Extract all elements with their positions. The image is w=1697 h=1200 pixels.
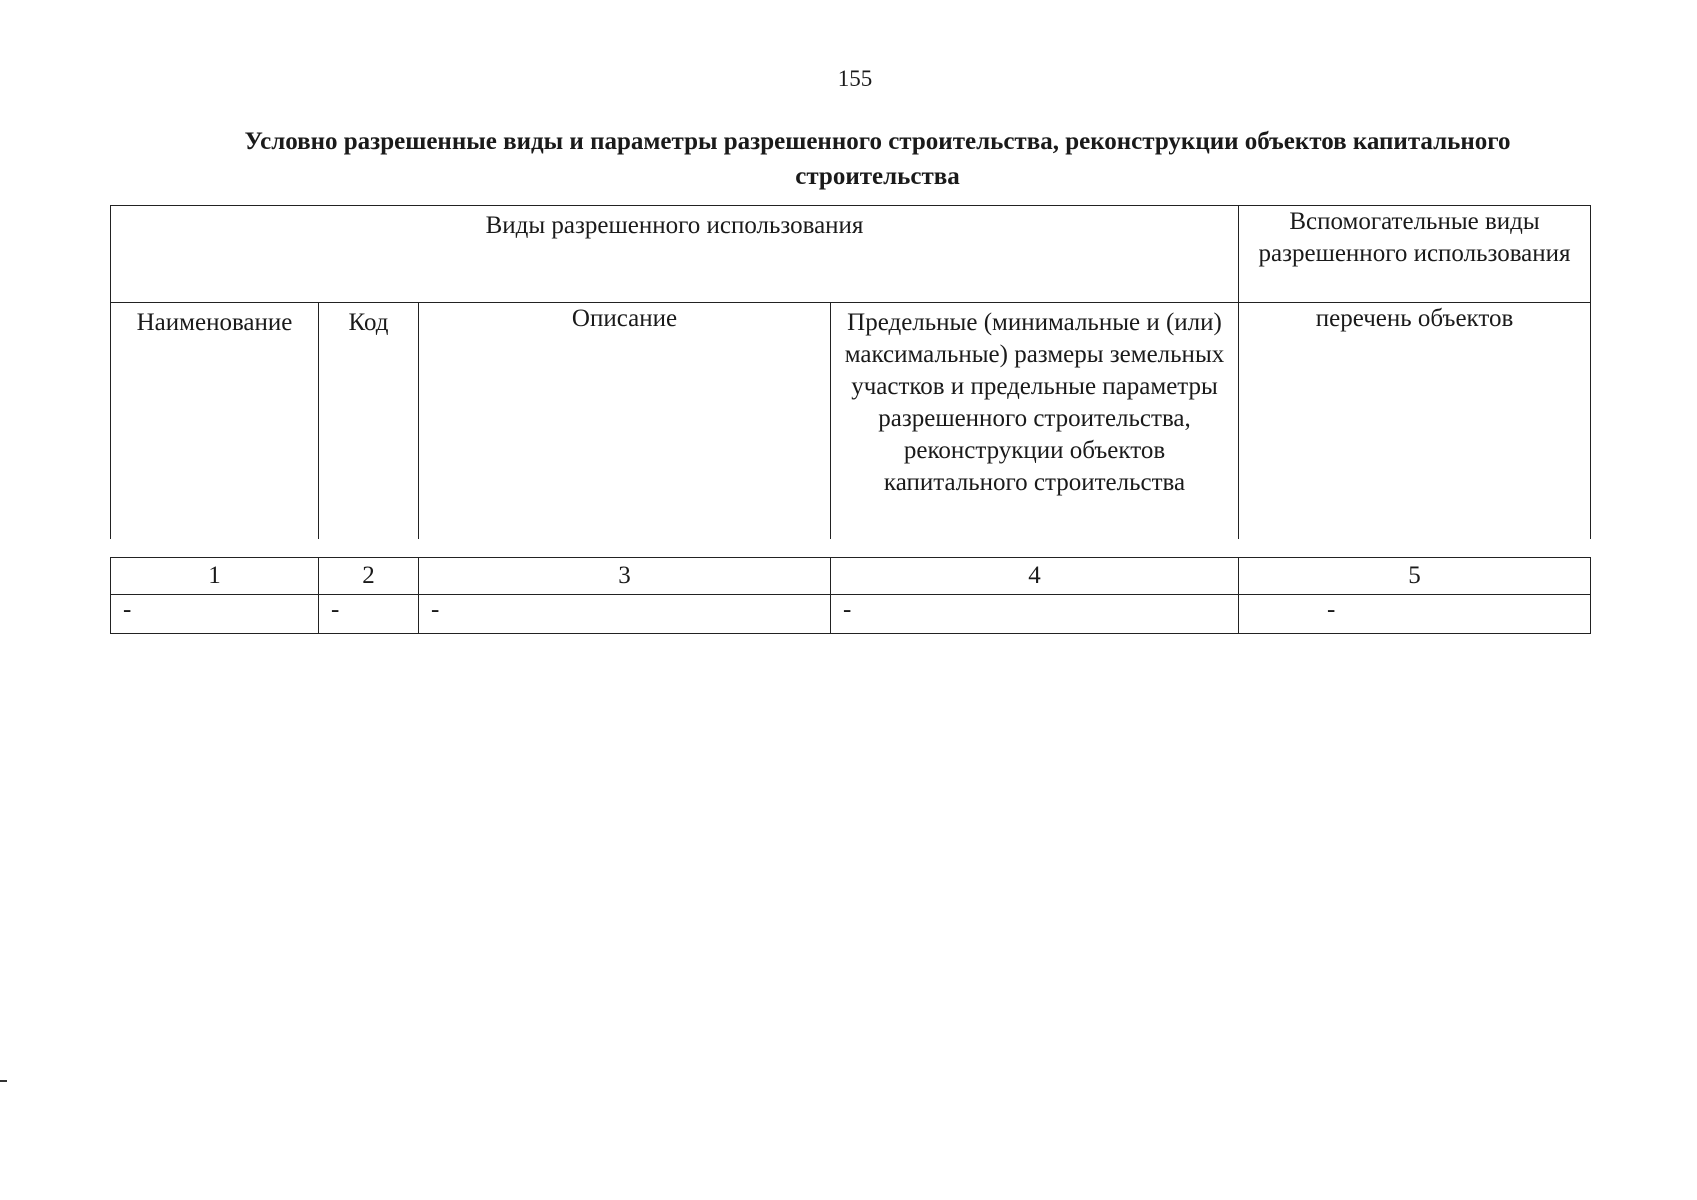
- column-header-parameters: Предельные (минимальные и (или) максимальные) размеры земельных участков и предельные параметры разрешенного строительства, реконструкции объектов капитального строительства: [831, 303, 1239, 540]
- page-number: 155: [837, 66, 873, 91]
- column-header-name: Наименование: [111, 303, 319, 540]
- header-columns-row: [111, 303, 1591, 540]
- cell-code: -: [319, 595, 419, 634]
- header-table: [110, 205, 1591, 539]
- column-number-5: 5: [1239, 558, 1591, 595]
- column-number-row: [111, 558, 1591, 595]
- cell-parameters: -: [831, 595, 1239, 634]
- cell-object-list: -: [1239, 595, 1591, 634]
- group-header-permitted-uses: Виды разрешенного использования: [111, 206, 1239, 303]
- column-number-1: 1: [111, 558, 319, 595]
- column-number-3: 3: [419, 558, 831, 595]
- margin-mark: [0, 1080, 7, 1082]
- cell-description: -: [419, 595, 831, 634]
- column-number-4: 4: [831, 558, 1239, 595]
- auxiliary-uses-header: Вспомогательные виды разрешенного использования: [1239, 206, 1591, 303]
- table-row: [111, 595, 1591, 634]
- column-header-description: Описание: [419, 303, 831, 540]
- column-header-code: Код: [319, 303, 419, 540]
- column-header-object-list: перечень объектов: [1239, 303, 1591, 540]
- data-table: [110, 557, 1591, 634]
- cell-name: -: [111, 595, 319, 634]
- page-title: Условно разрешенные виды и параметры разрешенного строительства, реконструкции объектов капитального строительства: [244, 128, 1511, 190]
- header-group-row: [111, 206, 1591, 303]
- column-number-2: 2: [319, 558, 419, 595]
